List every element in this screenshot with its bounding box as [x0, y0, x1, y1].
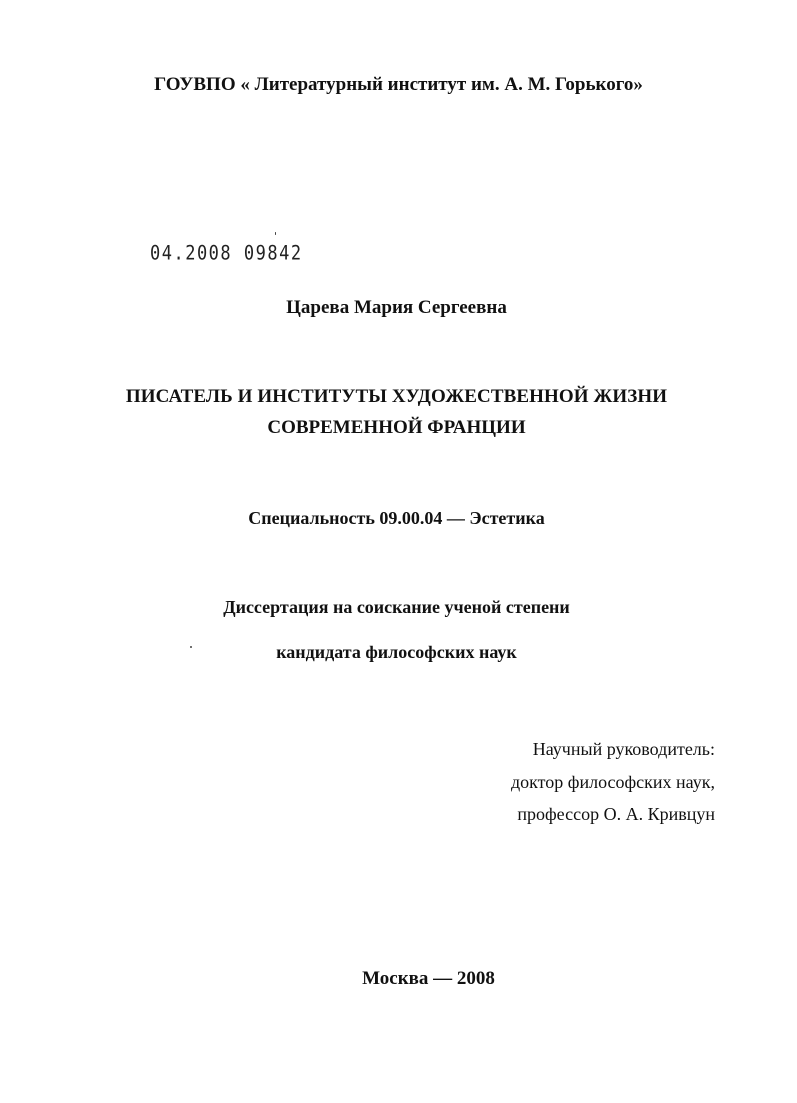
institution-name: ГОУВПО « Литературный институт им. А. М. Горького» — [154, 74, 643, 95]
specialty: Специальность 09.00.04 — Эстетика — [248, 508, 545, 528]
advisor-degree: доктор философских наук, — [511, 771, 715, 792]
degree-statement-line-2: кандидата философских наук — [276, 642, 517, 662]
dissertation-title-line-2: СОВРЕМЕННОЙ ФРАНЦИИ — [267, 417, 526, 438]
advisor-block — [511, 733, 715, 831]
city-year: Москва — 2008 — [362, 968, 495, 989]
author-name: Царева Мария Сергеевна — [286, 297, 507, 318]
advisor-name: профессор О. А. Кривцун — [517, 804, 715, 824]
scan-speck — [275, 232, 276, 235]
advisor-label: Научный руководитель: — [532, 739, 715, 759]
registration-stamp: 04.2008 09842 — [150, 242, 303, 265]
degree-statement-line-1: Диссертация на соискание ученой степени — [223, 597, 570, 617]
dissertation-title-line-1: ПИСАТЕЛЬ И ИНСТИТУТЫ ХУДОЖЕСТВЕННОЙ ЖИЗНИ — [125, 386, 668, 407]
